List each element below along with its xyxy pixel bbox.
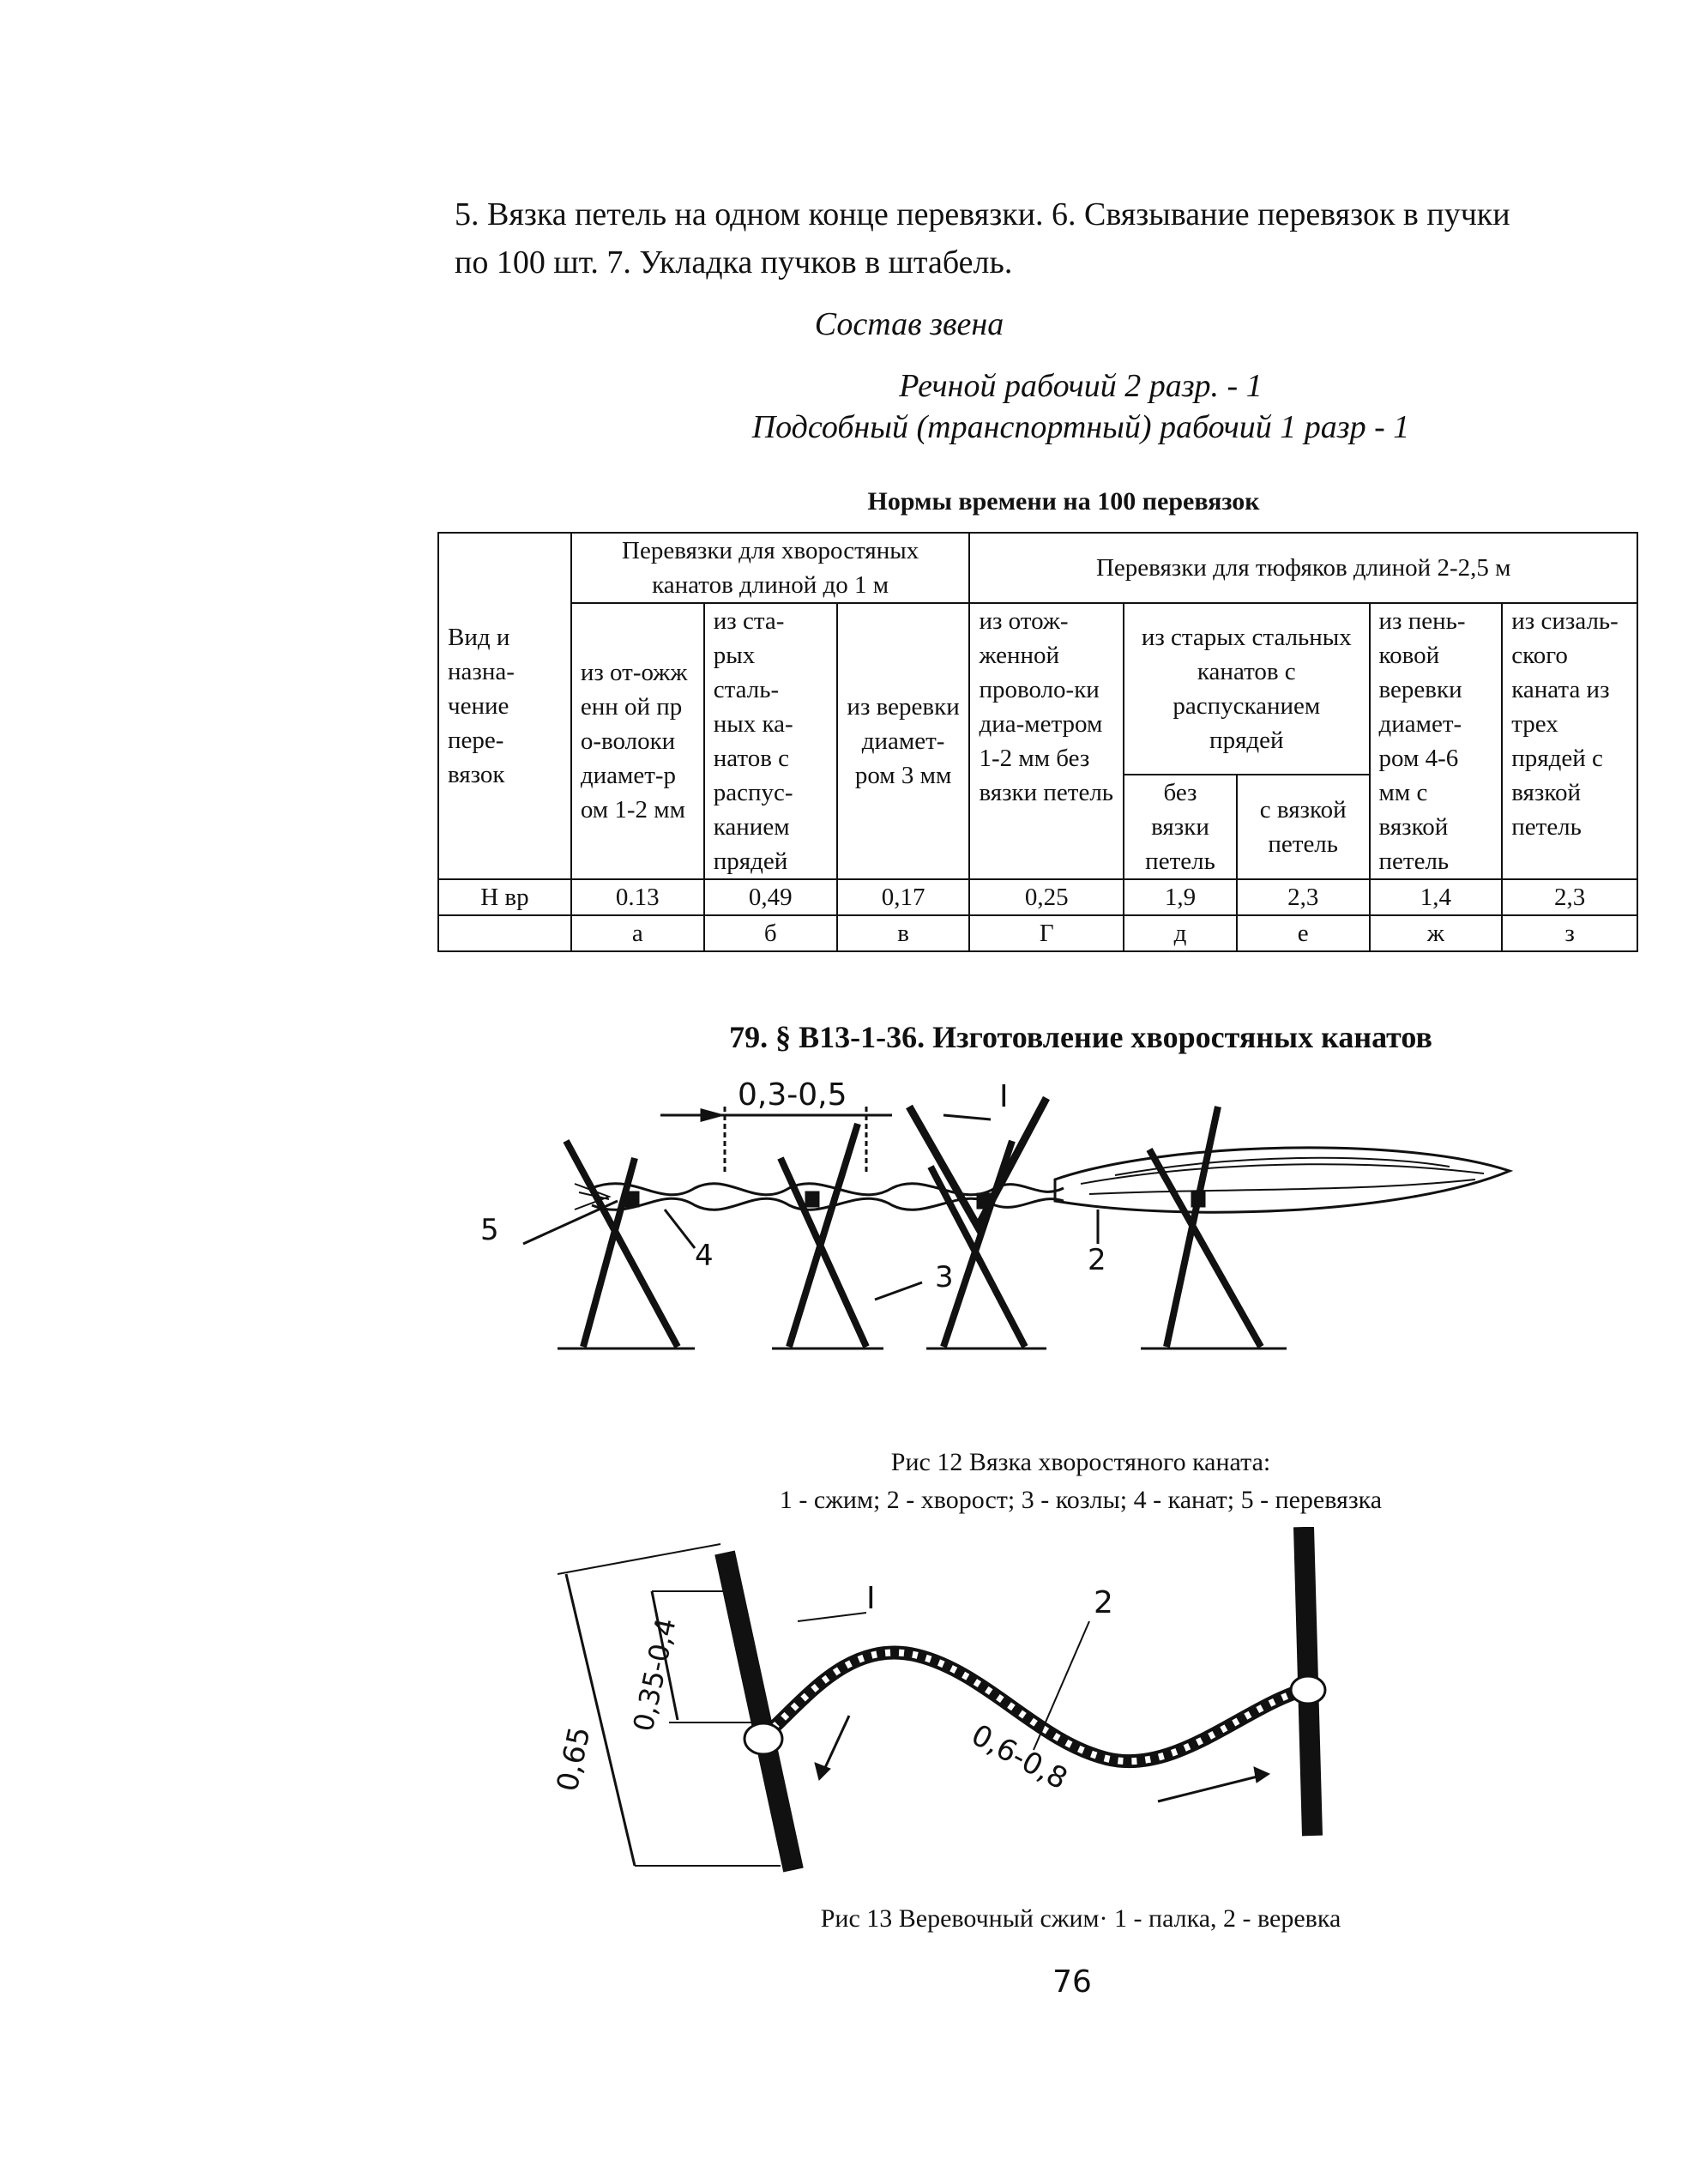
page-number: 76 xyxy=(1052,1964,1092,2000)
dimension-rope-label: 0,6-0,8 xyxy=(965,1717,1073,1797)
col-de-header: из старых стальных канатов с распусканием прядей xyxy=(1124,603,1369,775)
tie xyxy=(626,1192,638,1206)
intro-paragraph xyxy=(455,190,1638,287)
letter-cell: в xyxy=(837,915,970,951)
letter-cell: е xyxy=(1237,915,1370,951)
crew-line-2: Подсобный (транспортный) рабочий 1 разр - 1 xyxy=(751,409,1410,445)
group2-header: Перевязки для тюфяков длиной 2-2,5 м xyxy=(969,533,1637,603)
col-zh-header: из пень-ковой веревки диамет-ром 4-6 мм с вязкой петель xyxy=(1370,603,1503,879)
label-3: 3 xyxy=(935,1260,954,1294)
dimension-total xyxy=(566,1574,635,1866)
norms-table xyxy=(437,532,1638,952)
figure-12-caption-line-1: Рис 12 Вязка хворостяного каната: xyxy=(890,1448,1271,1476)
value-cell: 0,25 xyxy=(969,879,1124,915)
value-cell: 2,3 xyxy=(1237,879,1370,915)
letter-cell: д xyxy=(1124,915,1237,951)
table-row xyxy=(438,915,1637,951)
letter-cell: ж xyxy=(1370,915,1503,951)
intro-line-1: 5. Вязка петель на одном конце перевязки. 6. Связывание перевязок в пучки xyxy=(455,196,1510,232)
col-b-header: из ста-рых сталь-ных ка-натов с распус-канием прядей xyxy=(704,603,837,879)
col-g-header: из отож-женной проволо-ки диа-метром 1-2 мм без вязки петель xyxy=(969,603,1124,879)
col-a-header: из от-ожженн ой про-волоки диамет-ром 1-2 мм xyxy=(571,603,704,879)
table-row xyxy=(438,879,1637,915)
group1-header: Перевязки для хворостяных канатов длиной до 1 м xyxy=(571,533,970,603)
col-e-header: с вязкой петель xyxy=(1237,775,1370,879)
label-5: 5 xyxy=(480,1213,499,1247)
letter-cell: а xyxy=(571,915,704,951)
dimension-label: 0,3-0,5 xyxy=(738,1077,847,1113)
value-cell: 0.13 xyxy=(571,879,704,915)
trestle xyxy=(566,1141,678,1347)
value-cell: 1,9 xyxy=(1124,879,1237,915)
col-d-header: без вязки петель xyxy=(1124,775,1237,879)
knot xyxy=(1291,1676,1325,1704)
figure-13-caption: Рис 13 Веревочный сжим· 1 - палка, 2 - веревка xyxy=(820,1904,1341,1933)
row-label: Н вр xyxy=(438,879,571,915)
value-cell: 0,49 xyxy=(704,879,837,915)
crew-line-1: Речной рабочий 2 разр. - 1 xyxy=(899,368,1263,404)
label-1: I xyxy=(999,1079,1009,1114)
knot xyxy=(745,1723,782,1754)
arrow-head xyxy=(702,1110,720,1120)
brushwood-bundle xyxy=(1055,1148,1510,1212)
section-title: 79. § В13-1-36. Изготовление хворостяных канатов xyxy=(729,1020,1432,1054)
dimension-total-label: 0,65 xyxy=(550,1723,598,1795)
trestle xyxy=(1149,1107,1261,1347)
label-1: I xyxy=(866,1581,876,1616)
tie xyxy=(978,1194,990,1208)
value-cell: 1,4 xyxy=(1370,879,1503,915)
value-cell: 2,3 xyxy=(1502,879,1637,915)
corner-header: Вид и назна-чение пере-вязок xyxy=(438,533,571,879)
figure-12-illustration xyxy=(463,1072,1578,1433)
table-title: Нормы времени на 100 перевязок xyxy=(867,487,1260,516)
letter-cell: б xyxy=(704,915,837,951)
figure-12-caption-line-2: 1 - сжим; 2 - хворост; 3 - козлы; 4 - канат; 5 - перевязка xyxy=(779,1486,1383,1514)
label-2: 2 xyxy=(1094,1585,1113,1620)
tie xyxy=(1192,1192,1204,1206)
label-4: 4 xyxy=(695,1239,714,1273)
trestle xyxy=(781,1124,866,1347)
tie xyxy=(806,1192,818,1206)
figure-13-illustration xyxy=(523,1527,1467,1904)
label-2: 2 xyxy=(1088,1243,1106,1277)
col-z-header: из сизаль-ского каната из трех прядей с вязкой петель xyxy=(1502,603,1637,879)
letter-cell: з xyxy=(1502,915,1637,951)
col-v-header: из веревки диамет-ром 3 мм xyxy=(837,603,970,879)
intro-line-2: по 100 шт. 7. Укладка пучков в штабель. xyxy=(455,244,1013,281)
crew-title: Состав звена xyxy=(814,306,1004,342)
value-cell: 0,17 xyxy=(837,879,970,915)
dimension-top-label: 0,35-0,4 xyxy=(626,1614,683,1735)
empty-cell xyxy=(438,915,571,951)
letter-cell: Г xyxy=(969,915,1124,951)
